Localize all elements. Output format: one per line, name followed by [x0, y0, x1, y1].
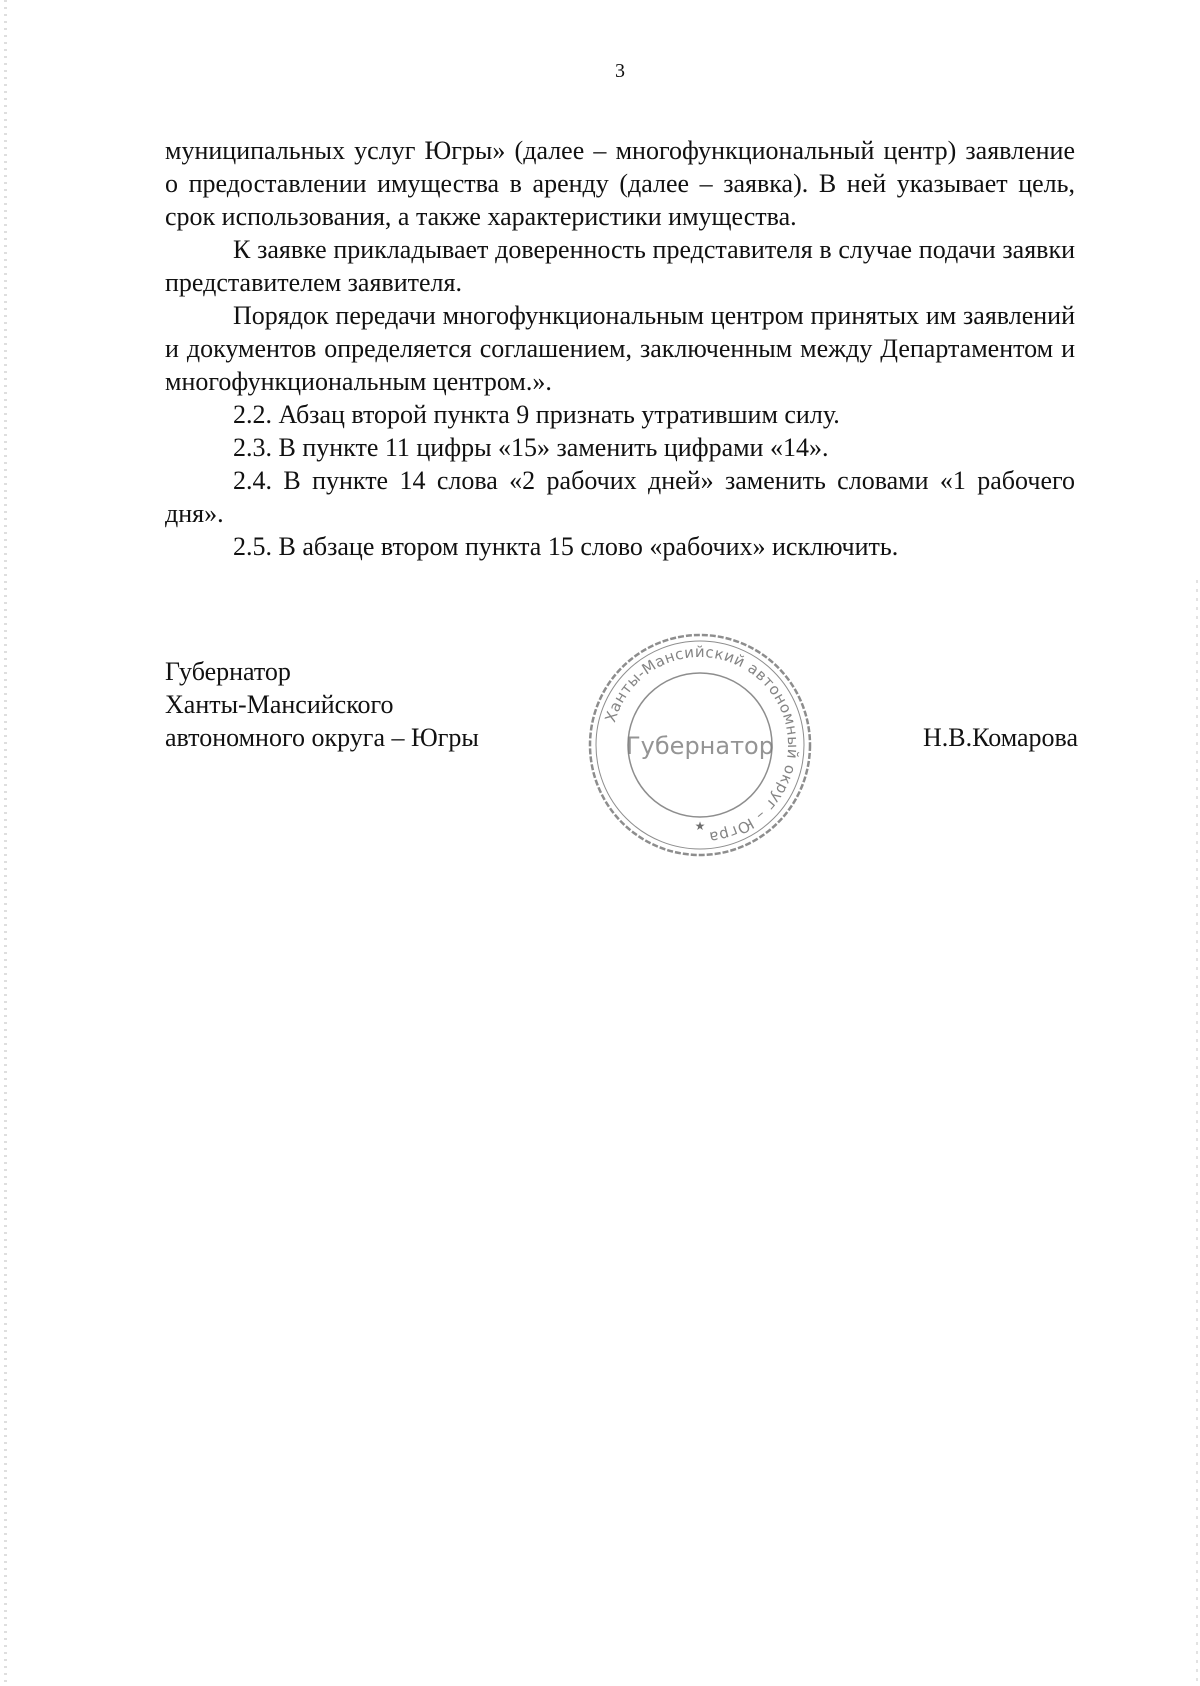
svg-text:★: ★ — [694, 819, 706, 833]
document-body — [165, 134, 1075, 563]
page-number: 3 — [615, 60, 625, 82]
svg-text:Ханты-Мансийский автономный ок: Ханты-Мансийский автономный округ – Югра — [601, 642, 803, 847]
official-seal-stamp — [585, 630, 815, 860]
paragraph-procedure: Порядок передачи многофункциональным центром принятых им заявлений и документов определяется соглашением, заключенным между Департаментом и многофункциональным центром.». — [165, 301, 1075, 396]
scan-edge-left — [4, 0, 7, 1686]
amendment-2-3: 2.3. В пункте 11 цифры «15» заменить цифрами «14». — [233, 433, 829, 462]
scan-edge-right — [1196, 580, 1198, 1686]
signer-position-line-1: Губернатор — [165, 657, 291, 686]
svg-text:Губернатор: Губернатор — [626, 732, 774, 760]
signer-position-line-2: Ханты-Мансийского — [165, 690, 394, 719]
paragraph-attachment: К заявке прикладывает доверенность представителя в случае подачи заявки представителем заявителя. — [165, 235, 1075, 297]
amendment-2-5: 2.5. В абзаце втором пункта 15 слово «рабочих» исключить. — [233, 532, 899, 561]
amendment-2-4: 2.4. В пункте 14 слова «2 рабочих дней» заменить словами «1 рабочего дня». — [165, 466, 1075, 528]
signer-position — [165, 655, 479, 754]
paragraph-continuation: муниципальных услуг Югры» (далее – многофункциональный центр) заявление о предоставлении имущества в аренду (далее – заявка). В ней указывает цель, срок использования, а также характеристики имущества. — [165, 136, 1075, 231]
signer-name: Н.В.Комарова — [923, 723, 1078, 752]
signer-position-line-3: автономного округа – Югры — [165, 723, 479, 752]
amendment-2-2: 2.2. Абзац второй пункта 9 признать утратившим силу. — [233, 400, 840, 429]
